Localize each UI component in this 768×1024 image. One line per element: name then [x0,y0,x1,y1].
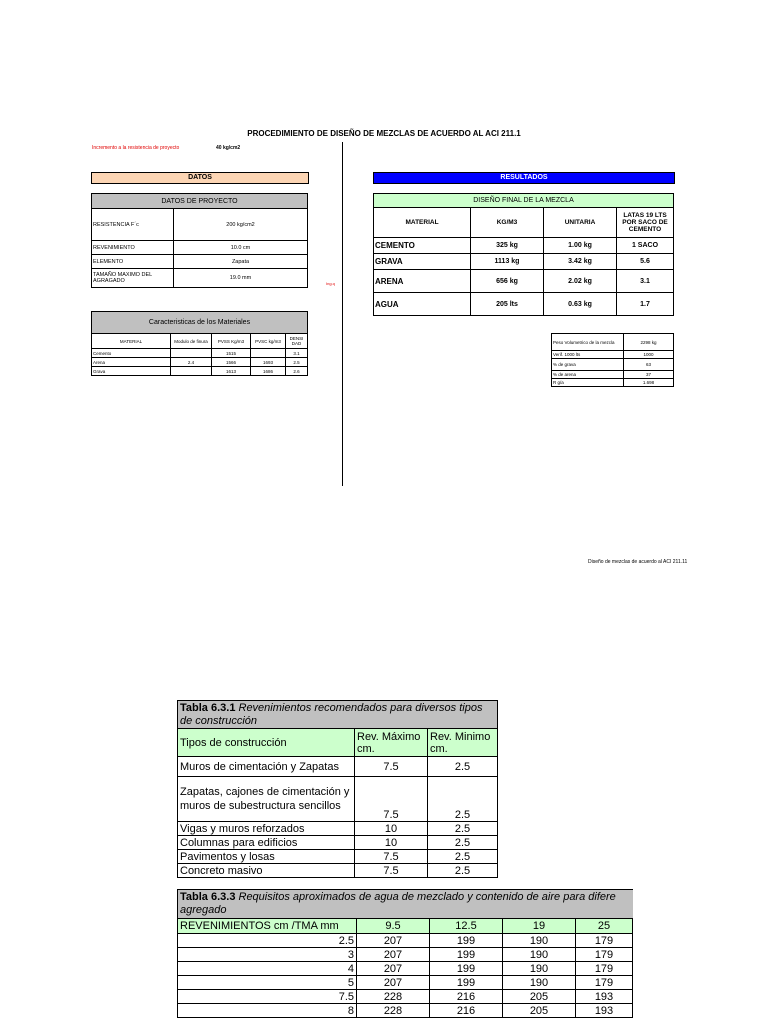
table-cell: 1515 [212,349,251,358]
table-cell: 1 SACO [617,238,674,254]
table-caption-text: Requisitos aproximados de agua de mezclado y contenido de aire para difere agregado [180,891,616,916]
table-cell: 179 [576,934,633,948]
column-header: 12.5 [430,919,503,934]
table-cell: 205 [503,1004,576,1018]
table-cell [251,349,286,358]
column-header: MATERIAL [374,208,471,238]
ing-note: Ing.q [326,281,335,286]
table-row [552,379,674,387]
table-cell: % de grava [552,359,624,371]
table-cell: 2.5 [428,850,498,864]
table-cell [171,367,212,376]
table-cell: 199 [430,934,503,948]
table-cell: 1686 [251,367,286,376]
column-header: Rev. Minimo cm. [428,729,498,757]
project-data-table [91,193,308,288]
table-cell: 5.6 [617,254,674,270]
table-cell: 1.698 [624,379,674,387]
increment-label: Incremento a la resistencia de proyecto [92,145,180,151]
table-cell: CEMENTO [374,238,471,254]
footer-note: Diseño de mezclas de acuerdo al ACI 211.11 [588,559,688,565]
table-cell: 190 [503,976,576,990]
table-cell: 199 [430,948,503,962]
table-cell: 10 [355,822,428,836]
table-cell: 2.02 kg [544,270,617,293]
project-table-header: DATOS DE PROYECTO [92,194,308,209]
column-header: PVSC kg/m3 [251,334,286,349]
table-cell: 2.4 [171,358,212,367]
table-cell: 1613 [212,367,251,376]
table-cell: 2298 kg [624,334,674,351]
table-cell: 7.5 [355,777,428,822]
project-row-label: ELEMENTO [92,255,174,269]
table-cell: AGUA [374,293,471,316]
table-cell: 2.5 [428,777,498,822]
project-row-label: TAMAÑO MAXIMO DEL AGRAGADO [92,269,174,288]
table-row [178,934,633,948]
table-caption [178,701,498,729]
table-cell: Muros de cimentación y Zapatas [178,757,355,777]
table-cell: 207 [357,934,430,948]
table-cell: 4 [178,962,357,976]
table-cell: 2.6 [286,367,308,376]
table-cell: Concreto masivo [178,864,355,878]
table-cell: 1.7 [617,293,674,316]
table-cell: 179 [576,962,633,976]
page-title: PROCEDIMIENTO DE DISEÑO DE MEZCLAS DE ACUERDO AL ACI 211.1 [247,129,521,138]
table-row [178,757,498,777]
table-row [178,1004,633,1018]
table-number: Tabla 6.3.1 [180,701,236,714]
increment-value: 40 kg/cm2 [216,145,241,151]
table-cell: 205 [503,990,576,1004]
table-cell: 179 [576,976,633,990]
table-row [374,254,674,270]
table-cell: 190 [503,934,576,948]
table-cell: Verif. 1000 lts [552,351,624,359]
table-cell: 2.5 [428,822,498,836]
table-cell: R g/a [552,379,624,387]
table-number: Tabla 6.3.3 [180,891,236,903]
table-cell: 1693 [251,358,286,367]
table-cell: Columnas para edificios [178,836,355,850]
table-cell: 2.5 [428,757,498,777]
table-cell: 1566 [212,358,251,367]
table-cell: 216 [430,1004,503,1018]
table-row [92,358,308,367]
column-header: 9.5 [357,919,430,934]
table-cell: 228 [357,990,430,1004]
table-caption [178,890,633,919]
table-cell: 1113 kg [471,254,544,270]
table-cell: 207 [357,948,430,962]
table-row [552,334,674,351]
table-row [92,367,308,376]
table-cell: 207 [357,962,430,976]
column-header: KG/M3 [471,208,544,238]
column-header: Tipos de construcción [178,729,355,757]
table-cell: 2.5 [286,358,308,367]
project-row-value: 10.0 cm [174,241,308,255]
table-cell: 37 [624,371,674,379]
project-row-value: Zapata [174,255,308,269]
table-caption-text: Revenimientos recomendados para diversos tipos de construcción [180,701,483,727]
table-row [374,293,674,316]
table-cell: 7.5 [355,864,428,878]
table-cell: 7.5 [355,850,428,864]
column-header: 19 [503,919,576,934]
column-header: DENSI DAD [286,334,308,349]
table-row [178,836,498,850]
table-cell: Grava [92,367,171,376]
project-row-label: REVENIMIENTO [92,241,174,255]
table-cell: 8 [178,1004,357,1018]
table-cell: 2.5 [428,836,498,850]
table-cell: 3.42 kg [544,254,617,270]
column-header: PVSS Kg/m3 [212,334,251,349]
table-cell: 0.63 kg [544,293,617,316]
project-row-label: RESISTENCIA F´c [92,209,174,241]
final-mix-table [373,193,674,316]
table-row [178,864,498,878]
datos-header: DATOS [91,172,309,184]
table-cell: 190 [503,962,576,976]
table-cell: Zapatas, cajones de cimentación y muros de subestructura sencillos [178,777,355,822]
table-cell: 10 [355,836,428,850]
table-cell: 228 [357,1004,430,1018]
table-row [552,359,674,371]
column-header: 25 [576,919,633,934]
resultados-header: RESULTADOS [373,172,675,184]
table-row [374,270,674,293]
project-row-value: 200 kg/cm2 [174,209,308,241]
table-row [178,962,633,976]
column-divider [342,142,343,486]
table-cell: 190 [503,948,576,962]
table-row [178,948,633,962]
project-row-value: 19.0 mm [174,269,308,288]
table-cell: Pavimentos y losas [178,850,355,864]
table-cell: 7.5 [355,757,428,777]
table-cell: 1.00 kg [544,238,617,254]
table-cell: 1000 [624,351,674,359]
table-cell: 3.1 [617,270,674,293]
table-cell: 325 kg [471,238,544,254]
table-row [178,777,498,822]
table-cell: 216 [430,990,503,1004]
table-cell: 193 [576,1004,633,1018]
column-header: Rev. Máximo cm. [355,729,428,757]
volumetric-weight-table [551,333,674,387]
table-row [92,349,308,358]
table-row [552,371,674,379]
table-cell: 63 [624,359,674,371]
table-cell: 199 [430,976,503,990]
table-row [178,990,633,1004]
table-row [552,351,674,359]
table-cell: Vigas y muros reforzados [178,822,355,836]
table-cell: 3 [178,948,357,962]
table-cell: ARENA [374,270,471,293]
table-cell: 5 [178,976,357,990]
column-header: LATAS 19 LTS POR SACO DE CEMENTO [617,208,674,238]
table-row [178,976,633,990]
table-row [178,822,498,836]
table-cell: 2.5 [428,864,498,878]
table-cell: 179 [576,948,633,962]
table-cell: Cemento [92,349,171,358]
table-cell: % de arena [552,371,624,379]
table-cell: 205 lts [471,293,544,316]
materials-table-header: Caracteristicas de los Materiales [92,312,308,334]
column-header: Modulo de finura [171,334,212,349]
table-cell: 207 [357,976,430,990]
column-header: MATERIAL [92,334,171,349]
final-table-header: DISEÑO FINAL DE LA MEZCLA [374,194,674,208]
table-cell: GRAVA [374,254,471,270]
table-cell: 199 [430,962,503,976]
column-header: UNITARIA [544,208,617,238]
table-row [374,238,674,254]
table-cell: 3.1 [286,349,308,358]
table-cell: Arena [92,358,171,367]
table-cell: 7.5 [178,990,357,1004]
table-row [178,850,498,864]
column-header: REVENIMIENTOS cm /TMA mm [178,919,357,934]
table-cell [171,349,212,358]
table-6-3-3 [177,889,633,1018]
materials-table [91,311,308,376]
table-cell: 656 kg [471,270,544,293]
table-cell: 193 [576,990,633,1004]
table-cell: Peso Volumetrico de la mezcla [552,334,624,351]
table-cell: 2.5 [178,934,357,948]
table-6-3-1 [177,700,498,878]
